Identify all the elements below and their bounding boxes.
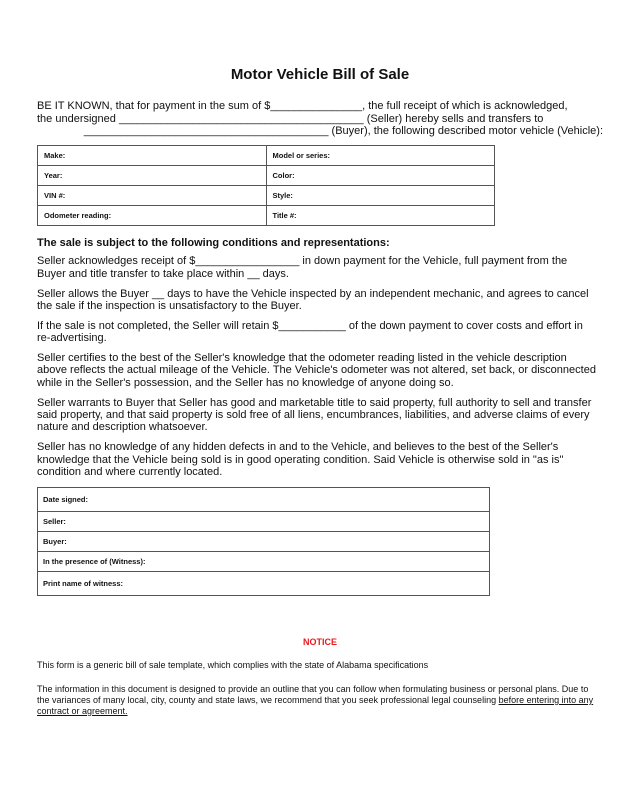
signature-table — [37, 487, 490, 596]
make-field[interactable]: Make: — [38, 146, 267, 166]
vehicle-details-table — [37, 145, 495, 226]
condition-retention: If the sale is not completed, the Seller will retain $___________ of the down payment to cover costs and effort in re-advertising. — [37, 319, 583, 345]
notice-underlined-text: before entering into any contract or agreement. — [37, 695, 594, 716]
model-field[interactable]: Model or series: — [266, 146, 495, 166]
date-signed-field[interactable]: Date signed: — [38, 488, 490, 512]
table-row — [38, 488, 490, 512]
title-number-field[interactable]: Title #: — [266, 206, 495, 226]
odometer-field[interactable]: Odometer reading: — [38, 206, 267, 226]
style-field[interactable]: Style: — [266, 186, 495, 206]
vin-field[interactable]: VIN #: — [38, 186, 267, 206]
color-field[interactable]: Color: — [266, 166, 495, 186]
notice-paragraph — [37, 684, 597, 717]
conditions-heading: The sale is subject to the following conditions and representations: — [37, 237, 390, 249]
buyer-signature-field[interactable]: Buyer: — [38, 532, 490, 552]
witness-name-field[interactable]: Print name of witness: — [38, 572, 490, 596]
condition-as-is: Seller has no knowledge of any hidden defects in and to the Vehicle, and believes to the best of the Seller's knowledge that the Vehicle being sold is in good operating condition. Said Vehicle is otherwise sold in "as is" condition and where currently located. — [37, 441, 564, 478]
seller-signature-field[interactable]: Seller: — [38, 512, 490, 532]
condition-odometer: Seller certifies to the best of the Seller's knowledge that the odometer reading listed in the vehicle description above reflects the actual mileage of the Vehicle. The Vehicle's odometer was not altered, set back, or disconnected while in the Seller's possession, and the Seller has no knowledge of anyone doing so. — [37, 352, 596, 389]
intro-line-2: the undersigned ________________________________________ (Seller) hereby sells and transfers to — [37, 112, 544, 125]
table-row — [38, 146, 495, 166]
table-row — [38, 552, 490, 572]
intro-line-1: BE IT KNOWN, that for payment in the sum of $_______________, the full receipt of which is acknowledged, — [37, 100, 568, 112]
conditions-section — [37, 237, 597, 486]
table-row — [38, 512, 490, 532]
table-row — [38, 572, 490, 596]
intro-line-3: ________________________________________ (Buyer), the following described motor vehicle (Vehicle): — [83, 125, 603, 138]
notice-line: This form is a generic bill of sale template, which complies with the state of Alabama specifications — [37, 660, 429, 670]
notice-title: NOTICE — [302, 637, 337, 647]
witness-field[interactable]: In the presence of (Witness): — [38, 552, 490, 572]
intro-paragraph — [37, 100, 603, 138]
table-row — [38, 206, 495, 226]
page-title: Motor Vehicle Bill of Sale — [230, 66, 410, 83]
table-row — [38, 166, 495, 186]
condition-inspection: Seller allows the Buyer __ days to have the Vehicle inspected by an independent mechanic, and agrees to cancel the sale if the inspection is unsatisfactory to the Buyer. — [37, 287, 589, 312]
condition-title-warranty: Seller warrants to Buyer that Seller has good and marketable title to said property, full authority to sell and transfer said property, and that said property is sold free of all liens, encumbrances, liabilities, and adverse claims of every nature and description whatsoever. — [37, 396, 592, 434]
notice-text: The information in this document is designed to provide an outline that you can follow when formulating business or personal plans. Due to the variances of many local, city, county and state laws, we recommend that you seek professional legal counseling — [37, 684, 589, 705]
condition-down-payment: Seller acknowledges receipt of $_________________ in down payment for the Vehicle, full payment from the Buyer and title transfer to take place within __ days. — [37, 255, 568, 280]
year-field[interactable]: Year: — [38, 166, 267, 186]
table-row — [38, 186, 495, 206]
table-row — [38, 532, 490, 552]
